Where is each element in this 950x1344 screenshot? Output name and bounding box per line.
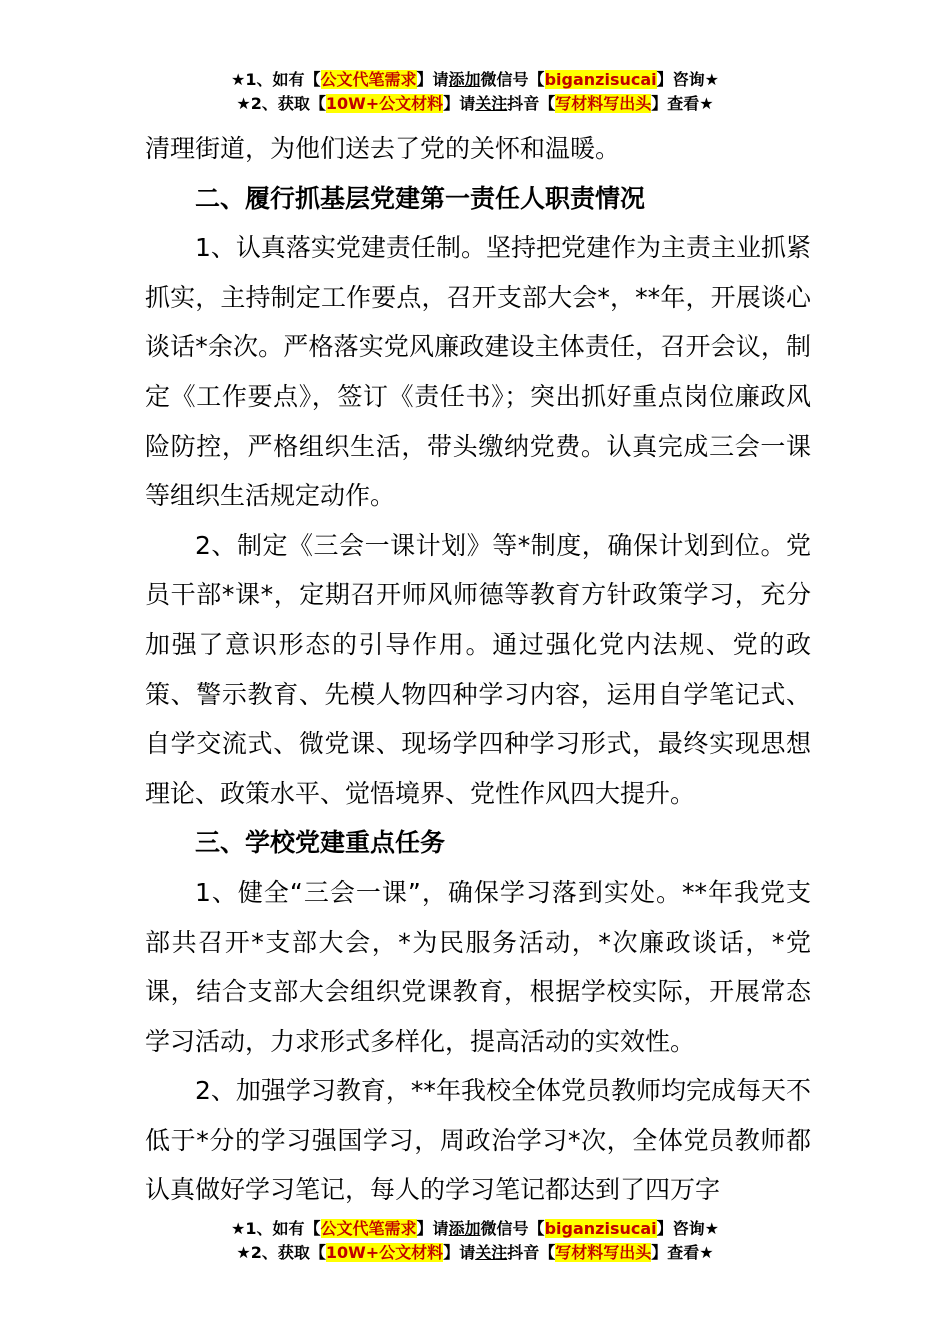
document-body [145,124,811,1215]
banner-text: 】查看★ [651,1243,714,1262]
banner-line-1 [0,68,950,92]
banner-line-1 [0,1217,950,1241]
paragraph: 2、制定《三会一课计划》等*制度，确保计划到位。党员干部*课*，定期召开师风师德等教育方针政策学习，充分加强了意识形态的引导作用。通过强化党内法规、党的政策、警示教育、先模人物四种学习内容，运用自学笔记式、自学交流式、微党课、现场学四种学习形式，最终实现思想理论、政策水平、觉悟境界、党性作风四大提升。 [145,530,811,808]
banner-highlight: 写材料写出头 [555,94,652,113]
banner-text: 抖音【 [507,94,556,113]
paragraph: 1、健全“三会一课”，确保学习落到实处。**年我党支部共召开*支部大会，*为民服务活动，*次廉政谈话，*党课，结合支部大会组织党课教育，根据学校实际，开展常态学习活动，力求形式多样化，提高活动的实效性。 [145,877,811,1056]
banner-line-2 [0,92,950,116]
banner-text: 微信号【 [480,1219,545,1238]
section-heading: 二、履行抓基层党建第一责任人职责情况 [195,183,646,213]
banner-text: 微信号【 [480,70,545,89]
paragraph: 1、认真落实党建责任制。坚持把党建作为主责主业抓紧抓实，主持制定工作要点，召开支部大会*，**年，开展谈心谈话*余次。严格落实党风廉政建设主体责任，召开会议，制定《工作要点》，签订《责任书》；突出抓好重点岗位廉政风险防控，严格组织生活，带头缴纳党费。认真完成三会一课等组织生活规定动作。 [145,233,811,511]
banner-underline: 添加 [448,70,481,89]
paragraph: 2、加强学习教育，**年我校全体党员教师均完成每天不低于*分的学习强国学习，周政治学习*次，全体党员教师都认真做好学习笔记，每人的学习笔记都达到了四万字 [145,1076,811,1205]
banner-text: ★2、获取【 [236,94,326,113]
banner-text: ★1、如有【 [231,70,321,89]
banner-text: 】请 [443,1243,476,1262]
banner-underline: 关注 [475,94,508,113]
banner-underline: 关注 [475,1243,508,1262]
paragraph: 清理街道，为他们送去了党的关怀和温暖。 [145,134,621,163]
footer-banner [0,1217,950,1265]
header-banner [0,68,950,116]
section-heading: 三、学校党建重点任务 [195,828,446,858]
banner-highlight: biganzisucai [544,70,657,89]
banner-text: 】咨询★ [656,70,719,89]
banner-highlight: 10W+公文材料 [325,1243,444,1262]
banner-highlight: 公文代笔需求 [320,1219,417,1238]
banner-highlight: biganzisucai [544,1219,657,1238]
banner-text: ★1、如有【 [231,1219,321,1238]
banner-text: 抖音【 [507,1243,556,1262]
banner-text: 】请 [443,94,476,113]
banner-highlight: 10W+公文材料 [325,94,444,113]
banner-text: 】查看★ [651,94,714,113]
banner-underline: 添加 [448,1219,481,1238]
banner-text: 】请 [416,70,449,89]
banner-highlight: 写材料写出头 [555,1243,652,1262]
banner-line-2 [0,1241,950,1265]
banner-text: 】请 [416,1219,449,1238]
banner-text: ★2、获取【 [236,1243,326,1262]
banner-highlight: 公文代笔需求 [320,70,417,89]
banner-text: 】咨询★ [656,1219,719,1238]
